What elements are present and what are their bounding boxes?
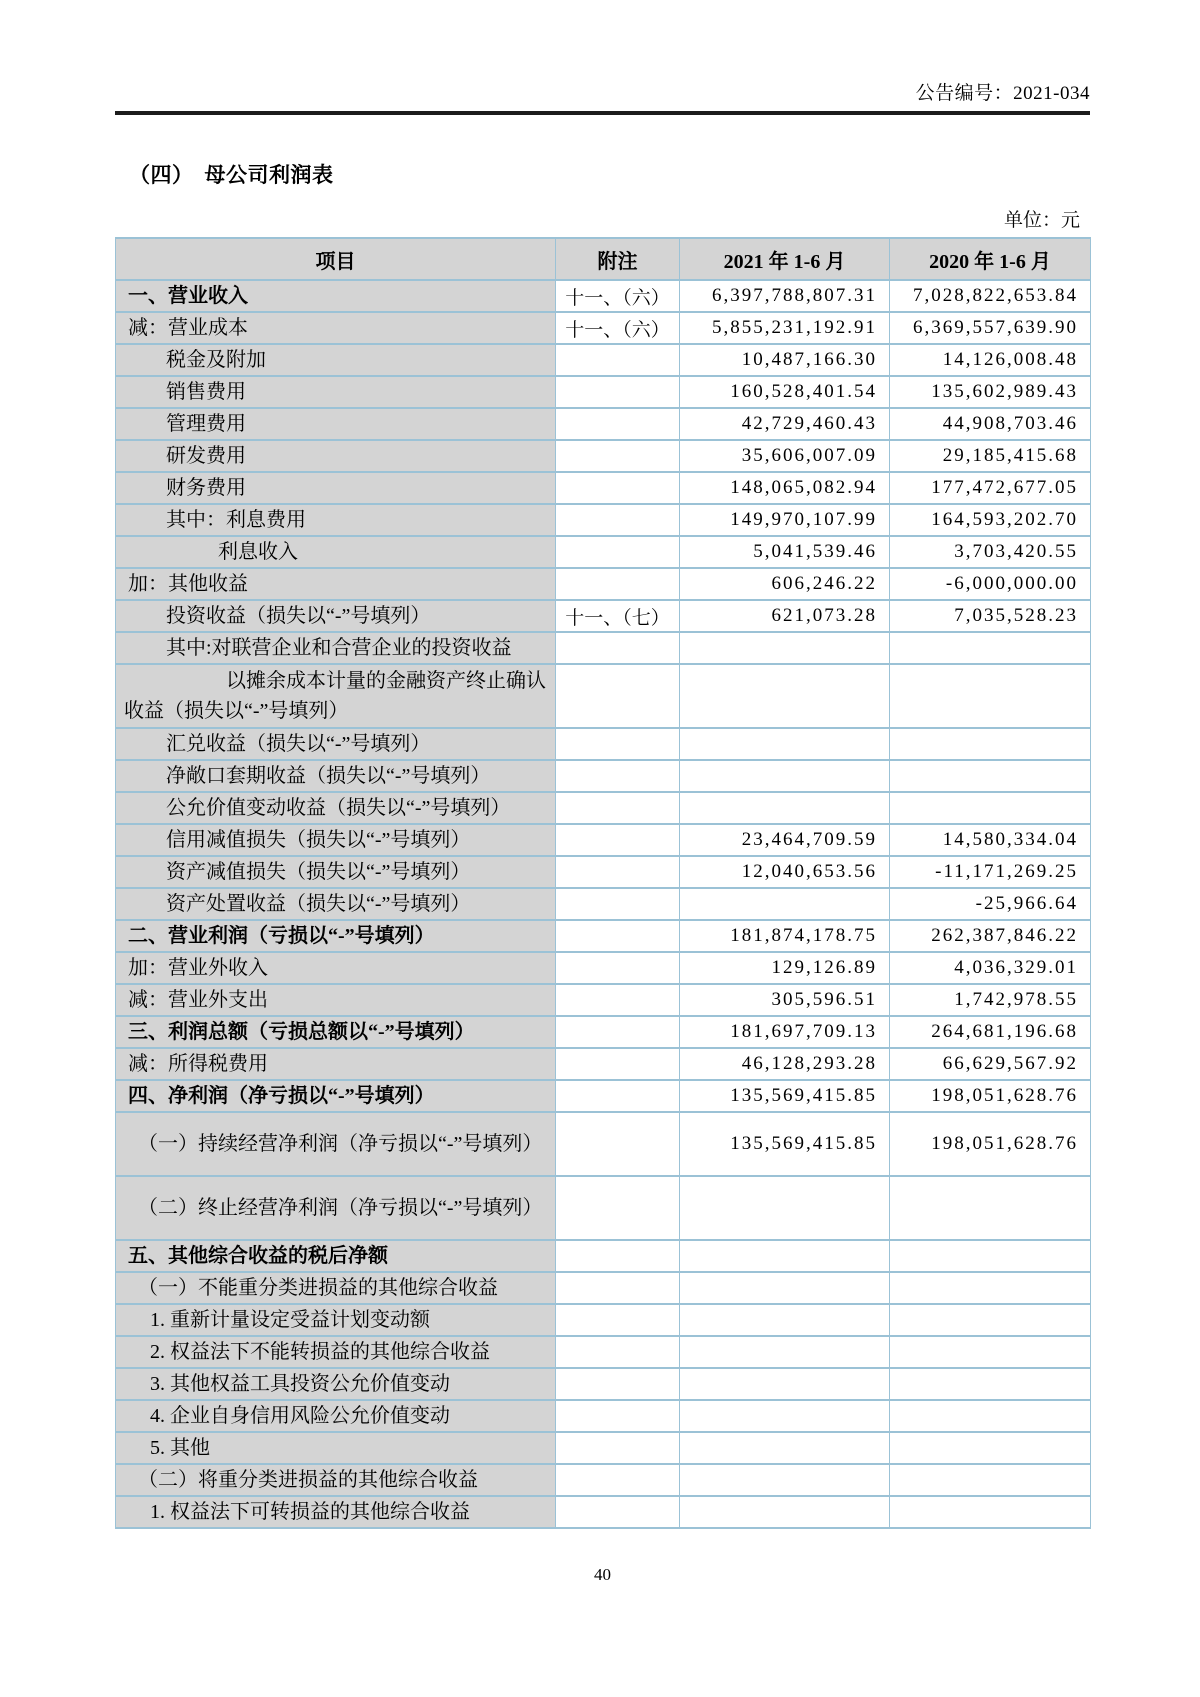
value-2020-cell: -6,000,000.00 xyxy=(890,568,1091,600)
page-content xyxy=(115,0,1090,1585)
note-cell: 十一、（七） xyxy=(556,600,680,632)
note-cell xyxy=(556,888,680,920)
value-2020-cell: 164,593,202.70 xyxy=(890,504,1091,536)
table-row xyxy=(116,1496,1091,1528)
value-2021-cell xyxy=(680,888,890,920)
item-cell: 4. 企业自身信用风险公允价值变动 xyxy=(116,1400,556,1432)
value-2021-cell xyxy=(680,1176,890,1240)
table-row xyxy=(116,1240,1091,1272)
table-header xyxy=(116,238,1091,280)
value-2021-cell xyxy=(680,760,890,792)
value-2021-cell xyxy=(680,1400,890,1432)
note-cell xyxy=(556,952,680,984)
value-2021-cell xyxy=(680,1496,890,1528)
value-2021-cell xyxy=(680,664,890,728)
item-cell: 资产处置收益（损失以“-”号填列） xyxy=(116,888,556,920)
table-row xyxy=(116,664,1091,728)
item-cell: 其中：利息费用 xyxy=(116,504,556,536)
note-cell: 十一、（六） xyxy=(556,312,680,344)
item-cell: 一、营业收入 xyxy=(116,280,556,312)
value-2020-cell: 29,185,415.68 xyxy=(890,440,1091,472)
note-cell xyxy=(556,1464,680,1496)
item-cell: 净敞口套期收益（损失以“-”号填列） xyxy=(116,760,556,792)
value-2020-cell xyxy=(890,728,1091,760)
value-2021-cell: 305,596.51 xyxy=(680,984,890,1016)
value-2021-cell: 46,128,293.28 xyxy=(680,1048,890,1080)
item-cell: 五、其他综合收益的税后净额 xyxy=(116,1240,556,1272)
value-2020-cell: 7,028,822,653.84 xyxy=(890,280,1091,312)
table-row xyxy=(116,1272,1091,1304)
value-2020-cell xyxy=(890,1176,1091,1240)
value-2020-cell xyxy=(890,1432,1091,1464)
table-row xyxy=(116,312,1091,344)
note-cell xyxy=(556,856,680,888)
value-2020-cell xyxy=(890,1336,1091,1368)
announcement-number: 公告编号：2021-034 xyxy=(915,83,1090,104)
column-header-item: 项目 xyxy=(116,238,556,280)
table-row xyxy=(116,504,1091,536)
item-cell: 加：营业外收入 xyxy=(116,952,556,984)
item-cell: 3. 其他权益工具投资公允价值变动 xyxy=(116,1368,556,1400)
item-cell: 信用减值损失（损失以“-”号填列） xyxy=(116,824,556,856)
table-row xyxy=(116,792,1091,824)
note-cell xyxy=(556,1432,680,1464)
table-row xyxy=(116,408,1091,440)
value-2021-cell: 135,569,415.85 xyxy=(680,1112,890,1176)
value-2021-cell: 35,606,007.09 xyxy=(680,440,890,472)
value-2020-cell: 7,035,528.23 xyxy=(890,600,1091,632)
value-2020-cell: 1,742,978.55 xyxy=(890,984,1091,1016)
value-2020-cell xyxy=(890,664,1091,728)
value-2021-cell: 160,528,401.54 xyxy=(680,376,890,408)
item-cell: 四、净利润（净亏损以“-”号填列） xyxy=(116,1080,556,1112)
table-row xyxy=(116,1400,1091,1432)
value-2020-cell: -25,966.64 xyxy=(890,888,1091,920)
value-2021-cell: 42,729,460.43 xyxy=(680,408,890,440)
item-cell: 销售费用 xyxy=(116,376,556,408)
table-row xyxy=(116,632,1091,664)
value-2020-cell: 14,580,334.04 xyxy=(890,824,1091,856)
value-2020-cell: 264,681,196.68 xyxy=(890,1016,1091,1048)
item-cell: （一）不能重分类进损益的其他综合收益 xyxy=(116,1272,556,1304)
table-row xyxy=(116,984,1091,1016)
value-2021-cell xyxy=(680,1304,890,1336)
item-cell: 管理费用 xyxy=(116,408,556,440)
column-header-2020: 2020 年 1-6 月 xyxy=(890,238,1091,280)
item-cell: 减：营业成本 xyxy=(116,312,556,344)
value-2021-cell: 5,041,539.46 xyxy=(680,536,890,568)
table-row xyxy=(116,1368,1091,1400)
value-2021-cell: 6,397,788,807.31 xyxy=(680,280,890,312)
item-cell: 研发费用 xyxy=(116,440,556,472)
value-2020-cell xyxy=(890,1240,1091,1272)
note-cell xyxy=(556,760,680,792)
unit-label: 单位：元 xyxy=(1003,210,1080,231)
value-2020-cell: -11,171,269.25 xyxy=(890,856,1091,888)
item-cell: 三、利润总额（亏损总额以“-”号填列） xyxy=(116,1016,556,1048)
table-row xyxy=(116,1080,1091,1112)
item-cell: 1. 权益法下可转损益的其他综合收益 xyxy=(116,1496,556,1528)
item-cell: 其中:对联营企业和合营企业的投资收益 xyxy=(116,632,556,664)
value-2021-cell: 12,040,653.56 xyxy=(680,856,890,888)
item-cell: 减：所得税费用 xyxy=(116,1048,556,1080)
note-cell xyxy=(556,440,680,472)
note-cell xyxy=(556,504,680,536)
value-2020-cell: 198,051,628.76 xyxy=(890,1080,1091,1112)
item-cell: 2. 权益法下不能转损益的其他综合收益 xyxy=(116,1336,556,1368)
note-cell xyxy=(556,1336,680,1368)
table-row xyxy=(116,280,1091,312)
value-2020-cell: 4,036,329.01 xyxy=(890,952,1091,984)
item-cell: 财务费用 xyxy=(116,472,556,504)
note-cell xyxy=(556,1496,680,1528)
note-cell xyxy=(556,568,680,600)
table-row xyxy=(116,1432,1091,1464)
value-2021-cell xyxy=(680,1336,890,1368)
table-row xyxy=(116,1304,1091,1336)
note-cell xyxy=(556,792,680,824)
note-cell xyxy=(556,344,680,376)
value-2020-cell: 66,629,567.92 xyxy=(890,1048,1091,1080)
value-2020-cell: 3,703,420.55 xyxy=(890,536,1091,568)
value-2020-cell: 135,602,989.43 xyxy=(890,376,1091,408)
value-2020-cell: 198,051,628.76 xyxy=(890,1112,1091,1176)
value-2020-cell: 6,369,557,639.90 xyxy=(890,312,1091,344)
table-body xyxy=(116,280,1091,1528)
header-rule xyxy=(115,111,1090,115)
note-cell xyxy=(556,376,680,408)
value-2021-cell: 135,569,415.85 xyxy=(680,1080,890,1112)
note-cell xyxy=(556,1368,680,1400)
value-2020-cell xyxy=(890,1368,1091,1400)
item-cell: 汇兑收益（损失以“-”号填列） xyxy=(116,728,556,760)
value-2020-cell xyxy=(890,1272,1091,1304)
table-row xyxy=(116,1336,1091,1368)
note-cell xyxy=(556,408,680,440)
value-2021-cell xyxy=(680,728,890,760)
table-row xyxy=(116,728,1091,760)
note-cell xyxy=(556,664,680,728)
value-2021-cell: 149,970,107.99 xyxy=(680,504,890,536)
value-2020-cell xyxy=(890,760,1091,792)
note-cell xyxy=(556,1112,680,1176)
table-header-row xyxy=(116,238,1091,280)
note-cell xyxy=(556,1016,680,1048)
item-cell: 税金及附加 xyxy=(116,344,556,376)
value-2021-cell xyxy=(680,1240,890,1272)
value-2021-cell xyxy=(680,1368,890,1400)
item-cell: 资产减值损失（损失以“-”号填列） xyxy=(116,856,556,888)
value-2021-cell: 129,126.89 xyxy=(680,952,890,984)
item-cell: 减：营业外支出 xyxy=(116,984,556,1016)
table-row xyxy=(116,760,1091,792)
note-cell: 十一、（六） xyxy=(556,280,680,312)
income-statement-table xyxy=(115,237,1091,1529)
value-2021-cell: 148,065,082.94 xyxy=(680,472,890,504)
value-2021-cell: 181,874,178.75 xyxy=(680,920,890,952)
value-2021-cell xyxy=(680,1432,890,1464)
note-cell xyxy=(556,1048,680,1080)
value-2021-cell: 621,073.28 xyxy=(680,600,890,632)
value-2020-cell: 44,908,703.46 xyxy=(890,408,1091,440)
column-header-2021: 2021 年 1-6 月 xyxy=(680,238,890,280)
table-row xyxy=(116,472,1091,504)
section-title: （四） 母公司利润表 xyxy=(129,163,334,187)
table-row xyxy=(116,376,1091,408)
note-cell xyxy=(556,1400,680,1432)
item-cell: 公允价值变动收益（损失以“-”号填列） xyxy=(116,792,556,824)
note-cell xyxy=(556,1240,680,1272)
table-row xyxy=(116,440,1091,472)
value-2020-cell xyxy=(890,1464,1091,1496)
table-row xyxy=(116,1112,1091,1176)
note-cell xyxy=(556,824,680,856)
table-row xyxy=(116,920,1091,952)
item-cell: 加：其他收益 xyxy=(116,568,556,600)
table-row xyxy=(116,856,1091,888)
value-2021-cell: 181,697,709.13 xyxy=(680,1016,890,1048)
value-2021-cell xyxy=(680,792,890,824)
note-cell xyxy=(556,1176,680,1240)
value-2021-cell: 10,487,166.30 xyxy=(680,344,890,376)
item-cell: 1. 重新计量设定受益计划变动额 xyxy=(116,1304,556,1336)
note-cell xyxy=(556,920,680,952)
table-row xyxy=(116,1464,1091,1496)
note-cell xyxy=(556,536,680,568)
table-row xyxy=(116,952,1091,984)
value-2021-cell xyxy=(680,1464,890,1496)
note-cell xyxy=(556,728,680,760)
table-row xyxy=(116,568,1091,600)
value-2020-cell: 177,472,677.05 xyxy=(890,472,1091,504)
note-cell xyxy=(556,1272,680,1304)
table-row xyxy=(116,536,1091,568)
value-2020-cell xyxy=(890,1496,1091,1528)
item-cell: 投资收益（损失以“-”号填列） xyxy=(116,600,556,632)
value-2021-cell: 606,246.22 xyxy=(680,568,890,600)
item-cell: 利息收入 xyxy=(116,536,556,568)
table-row xyxy=(116,824,1091,856)
table-row xyxy=(116,344,1091,376)
note-cell xyxy=(556,472,680,504)
value-2021-cell: 5,855,231,192.91 xyxy=(680,312,890,344)
item-cell: （二）终止经营净利润（净亏损以“-”号填列） xyxy=(116,1176,556,1240)
column-header-note: 附注 xyxy=(556,238,680,280)
table-row xyxy=(116,1048,1091,1080)
item-cell: 以摊余成本计量的金融资产终止确认收益（损失以“-”号填列） xyxy=(116,664,556,728)
value-2020-cell xyxy=(890,1400,1091,1432)
value-2020-cell: 262,387,846.22 xyxy=(890,920,1091,952)
item-cell: 5. 其他 xyxy=(116,1432,556,1464)
note-cell xyxy=(556,984,680,1016)
table-row xyxy=(116,888,1091,920)
item-cell: （二）将重分类进损益的其他综合收益 xyxy=(116,1464,556,1496)
note-cell xyxy=(556,1304,680,1336)
table-row xyxy=(116,1176,1091,1240)
value-2020-cell xyxy=(890,1304,1091,1336)
item-cell: （一）持续经营净利润（净亏损以“-”号填列） xyxy=(116,1112,556,1176)
note-cell xyxy=(556,1080,680,1112)
note-cell xyxy=(556,632,680,664)
value-2020-cell xyxy=(890,632,1091,664)
item-cell: 二、营业利润（亏损以“-”号填列） xyxy=(116,920,556,952)
value-2021-cell: 23,464,709.59 xyxy=(680,824,890,856)
value-2021-cell xyxy=(680,1272,890,1304)
value-2021-cell xyxy=(680,632,890,664)
table-row xyxy=(116,1016,1091,1048)
value-2020-cell: 14,126,008.48 xyxy=(890,344,1091,376)
table-row xyxy=(116,600,1091,632)
value-2020-cell xyxy=(890,792,1091,824)
page-number: 40 xyxy=(594,1565,611,1584)
